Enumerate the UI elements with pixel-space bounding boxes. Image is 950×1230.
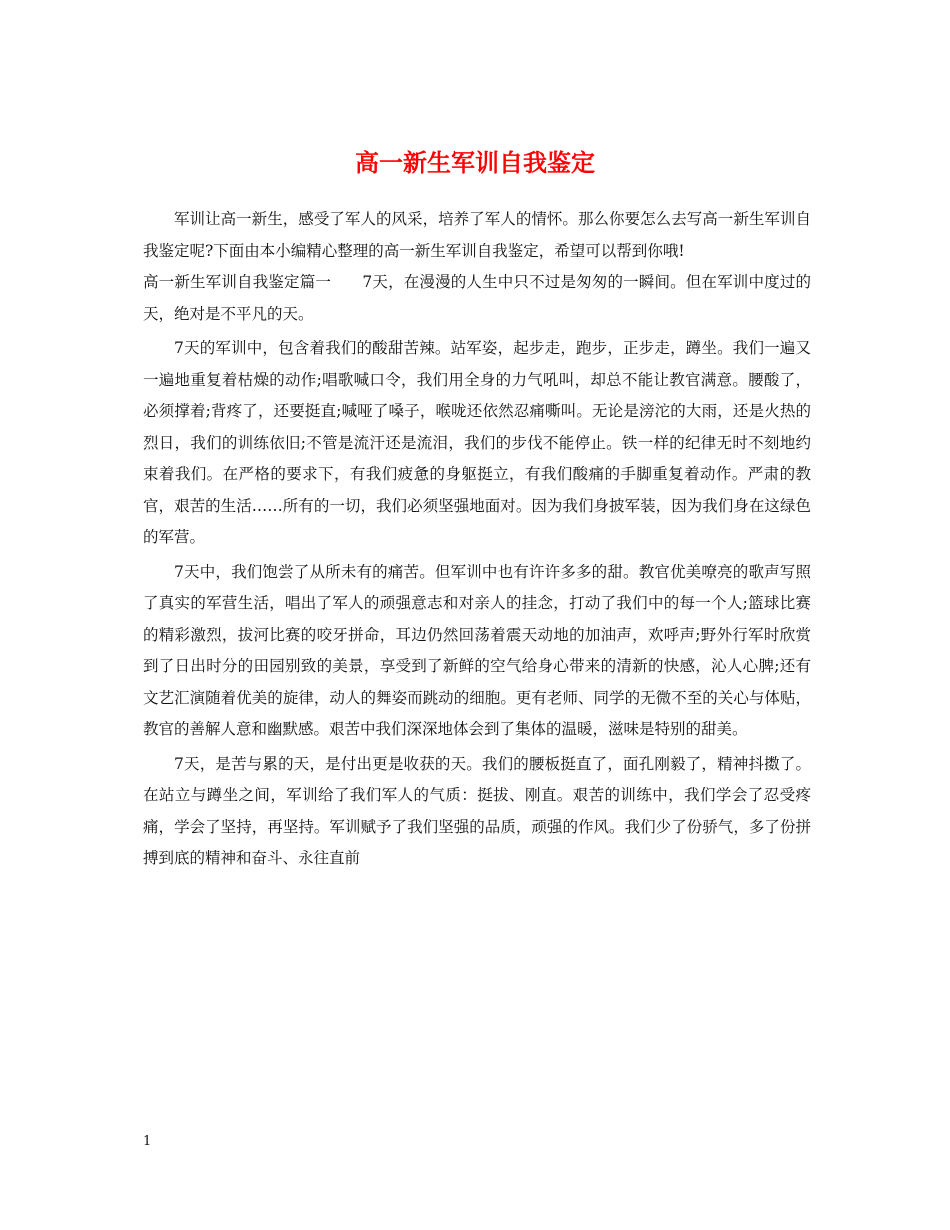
page-number: 1 <box>143 1134 152 1149</box>
intro-paragraph: 军训让高一新生，感受了军人的风采，培养了军人的情怀。那么你要怎么去写高一新生军训自我鉴定呢?下面由本小编精心整理的高一新生军训自我鉴定，希望可以帮到你哦! <box>143 210 811 260</box>
body-paragraph: 7天，是苦与累的天，是付出更是收获的天。我们的腰板挺直了，面孔刚毅了，精神抖擞了。在站立与蹲坐之间，军训给了我们军人的气质：挺拔、刚直。艰苦的训练中，我们学会了忍受疼痛，学会了坚持，再坚持。军训赋予了我们坚强的品质，顽强的作风。我们少了份骄气，多了份拼搏到底的精神和奋斗、永往直前 <box>143 754 811 867</box>
section-heading-paragraph: 高一新生军训自我鉴定篇一 7天，在漫漫的人生中只不过是匆匆的一瞬间。但在军训中度过的天，绝对是不平凡的天。 <box>143 273 811 323</box>
document-body <box>143 204 811 875</box>
body-paragraph: 7天的军训中，包含着我们的酸甜苦辣。站军姿，起步走，跑步，正步走，蹲坐。我们一遍又一遍地重复着枯燥的动作;唱歌喊口令，我们用全身的力气吼叫，却总不能让教官满意。腰酸了，必须撑着;背疼了，还要挺直;喊哑了嗓子，喉咙还依然忍痛嘶叫。无论是滂沱的大雨，还是火热的烈日，我们的训练依旧;不管是流汗还是流泪，我们的步伐不能停止。铁一样的纪律无时不刻地约束着我们。在严格的要求下，有我们疲惫的身躯挺立，有我们酸痛的手脚重复着动作。严肃的教官，艰苦的生活……所有的一切，我们必须坚强地面对。因为我们身披军装，因为我们身在这绿色的军营。 <box>143 339 811 546</box>
document-title: 高一新生军训自我鉴定 <box>355 148 595 178</box>
body-paragraph: 7天中，我们饱尝了从所未有的痛苦。但军训中也有许许多多的甜。教官优美嘹亮的歌声写照了真实的军营生活，唱出了军人的顽强意志和对亲人的挂念，打动了我们中的每一个人;篮球比赛的精彩激烈，拔河比赛的咬牙拼命，耳边仍然回荡着震天动地的加油声，欢呼声;野外行军时欣赏到了日出时分的田园别致的美景，享受到了新鲜的空气给身心带来的清新的快感，沁人心脾;还有文艺汇演随着优美的旋律，动人的舞姿而跳动的细胞。更有老师、同学的无微不至的关心与体贴，教官的善解人意和幽默感。艰苦中我们深深地体会到了集体的温暖，滋味是特别的甜美。 <box>143 562 811 738</box>
